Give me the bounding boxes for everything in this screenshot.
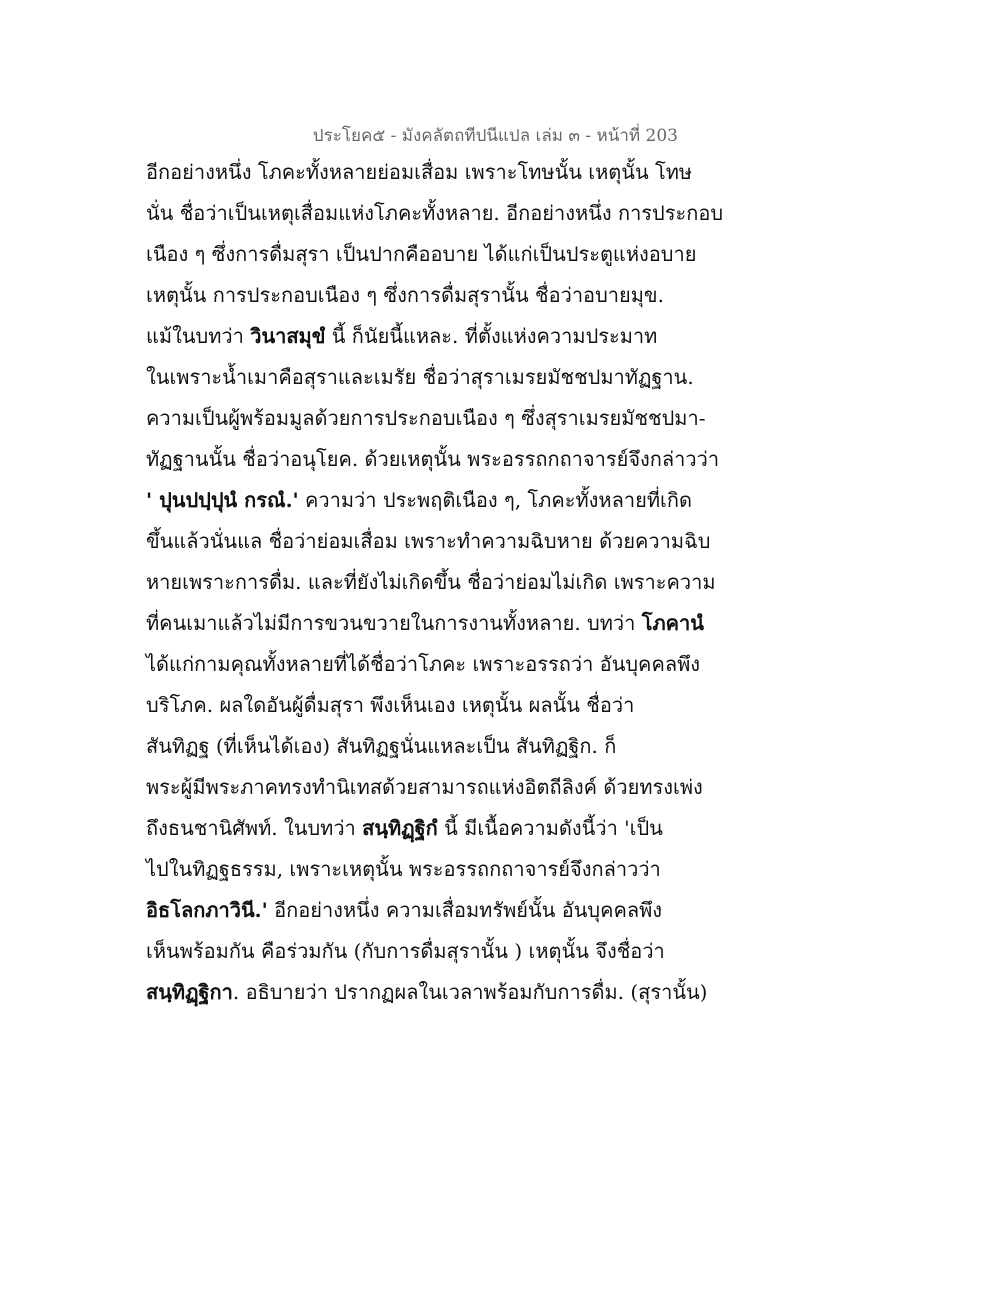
text-line	[146, 275, 706, 316]
text-run: หายเพราะการดื่ม. และที่ยังไม่เกิดขึ้น ชื่อว่าย่อมไม่เกิด เพราะความ	[146, 570, 716, 594]
text-line	[146, 603, 706, 644]
text-run: ความว่า ประพฤติเนือง ๆ, โภคะทั้งหลายที่เกิด	[298, 488, 692, 512]
text-run: ในเพราะน้ำเมาคือสุราและเมรัย ชื่อว่าสุราเมรยมัชชปมาทัฏฐาน.	[146, 365, 694, 389]
text-run: เห็นพร้อมกัน คือร่วมกัน (กับการดื่มสุรานั้น ) เหตุนั้น จึงชื่อว่า	[146, 939, 665, 963]
text-run: นี้ ก็นัยนี้แหละ. ที่ตั้งแห่งความประมาท	[325, 324, 658, 348]
text-line	[146, 849, 706, 890]
text-line	[146, 193, 724, 234]
bold-term: สนฺทิฏฺฐิกา	[146, 980, 233, 1004]
text-line	[146, 931, 706, 972]
body-text	[146, 152, 724, 1013]
text-run: นั่น ชื่อว่าเป็นเหตุเสื่อมแห่งโภคะทั้งหลาย. อีกอย่างหนึ่ง การประกอบ	[146, 201, 724, 225]
text-run: เหตุนั้น การประกอบเนือง ๆ ซึ่งการดื่มสุรานั้น ชื่อว่าอบายมุข.	[146, 283, 664, 307]
text-run: บริโภค. ผลใดอันผู้ดื่มสุรา พึงเห็นเอง เหตุนั้น ผลนั้น ชื่อว่า	[146, 693, 635, 717]
text-run: สันทิฏฐ (ที่เห็นได้เอง) สันทิฏฐนั่นแหละเป็น สันทิฏฐิก. ก็	[146, 734, 617, 758]
text-line	[146, 685, 706, 726]
text-line	[146, 357, 706, 398]
text-line	[146, 644, 706, 685]
text-run: พระผู้มีพระภาคทรงทำนิเทสด้วยสามารถแห่งอิตถีลิงค์ ด้วยทรงเพ่ง	[146, 775, 703, 799]
bold-term: ' ปุนปปฺปุนํ กรณํ.'	[146, 488, 299, 512]
text-run: ขึ้นแล้วนั่นแล ชื่อว่าย่อมเสื่อม เพราะทำความฉิบหาย ด้วยความฉิบ	[146, 529, 711, 553]
text-line	[146, 439, 720, 480]
bold-term: วินาสมุขํ	[250, 324, 326, 348]
text-run: ได้แก่กามคุณทั้งหลายที่ได้ชื่อว่าโภคะ เพราะอรรถว่า อันบุคคลพึง	[146, 652, 701, 676]
text-run: ที่คนเมาแล้วไม่มีการขวนขวายในการงานทั้งหลาย. บทว่า	[146, 611, 642, 635]
text-run: . อธิบายว่า ปรากฏผลในเวลาพร้อมกับการดื่ม. (สุรานั้น)	[232, 980, 708, 1004]
text-line	[146, 726, 706, 767]
text-run: ถึงธนชานิศัพท์. ในบทว่า	[146, 816, 363, 840]
text-run: อีกอย่างหนึ่ง โภคะทั้งหลายย่อมเสื่อม เพราะโทษนั้น เหตุนั้น โทษ	[146, 160, 693, 184]
text-line	[146, 480, 706, 521]
text-line	[146, 972, 706, 1013]
text-line	[146, 890, 706, 931]
bold-term: อิธโลกภาวินี.'	[146, 898, 268, 922]
text-line	[146, 521, 711, 562]
text-run: ไปในทิฏฐธรรม, เพราะเหตุนั้น พระอรรถกถาจารย์จึงกล่าวว่า	[146, 857, 661, 881]
text-run: นี้ มีเนื้อความดังนี้ว่า 'เป็น	[437, 816, 663, 840]
bold-term: โภคานํ	[641, 611, 704, 635]
text-run: แม้ในบทว่า	[146, 324, 251, 348]
running-header: ประโยค๕ - มังคลัตถทีปนีแปล เล่ม ๓ - หน้าที่ 203	[312, 126, 678, 146]
bold-term: สนฺทิฏฺฐิกํ	[362, 816, 438, 840]
text-line	[146, 234, 706, 275]
text-line	[146, 316, 706, 357]
text-line	[146, 767, 706, 808]
text-line	[146, 808, 706, 849]
text-line	[146, 562, 716, 603]
text-run: ทัฏฐานนั้น ชื่อว่าอนุโยค. ด้วยเหตุนั้น พระอรรถกถาจารย์จึงกล่าวว่า	[146, 447, 720, 471]
text-line	[146, 152, 706, 193]
text-run: อีกอย่างหนึ่ง ความเสื่อมทรัพย์นั้น อันบุคคลพึง	[267, 898, 663, 922]
text-line	[146, 398, 706, 439]
text-run: เนือง ๆ ซึ่งการดื่มสุรา เป็นปากคืออบาย ได้แก่เป็นประตูแห่งอบาย	[146, 242, 697, 266]
text-run: ความเป็นผู้พร้อมมูลด้วยการประกอบเนือง ๆ ซึ่งสุราเมรยมัชชปมา-	[146, 406, 706, 430]
